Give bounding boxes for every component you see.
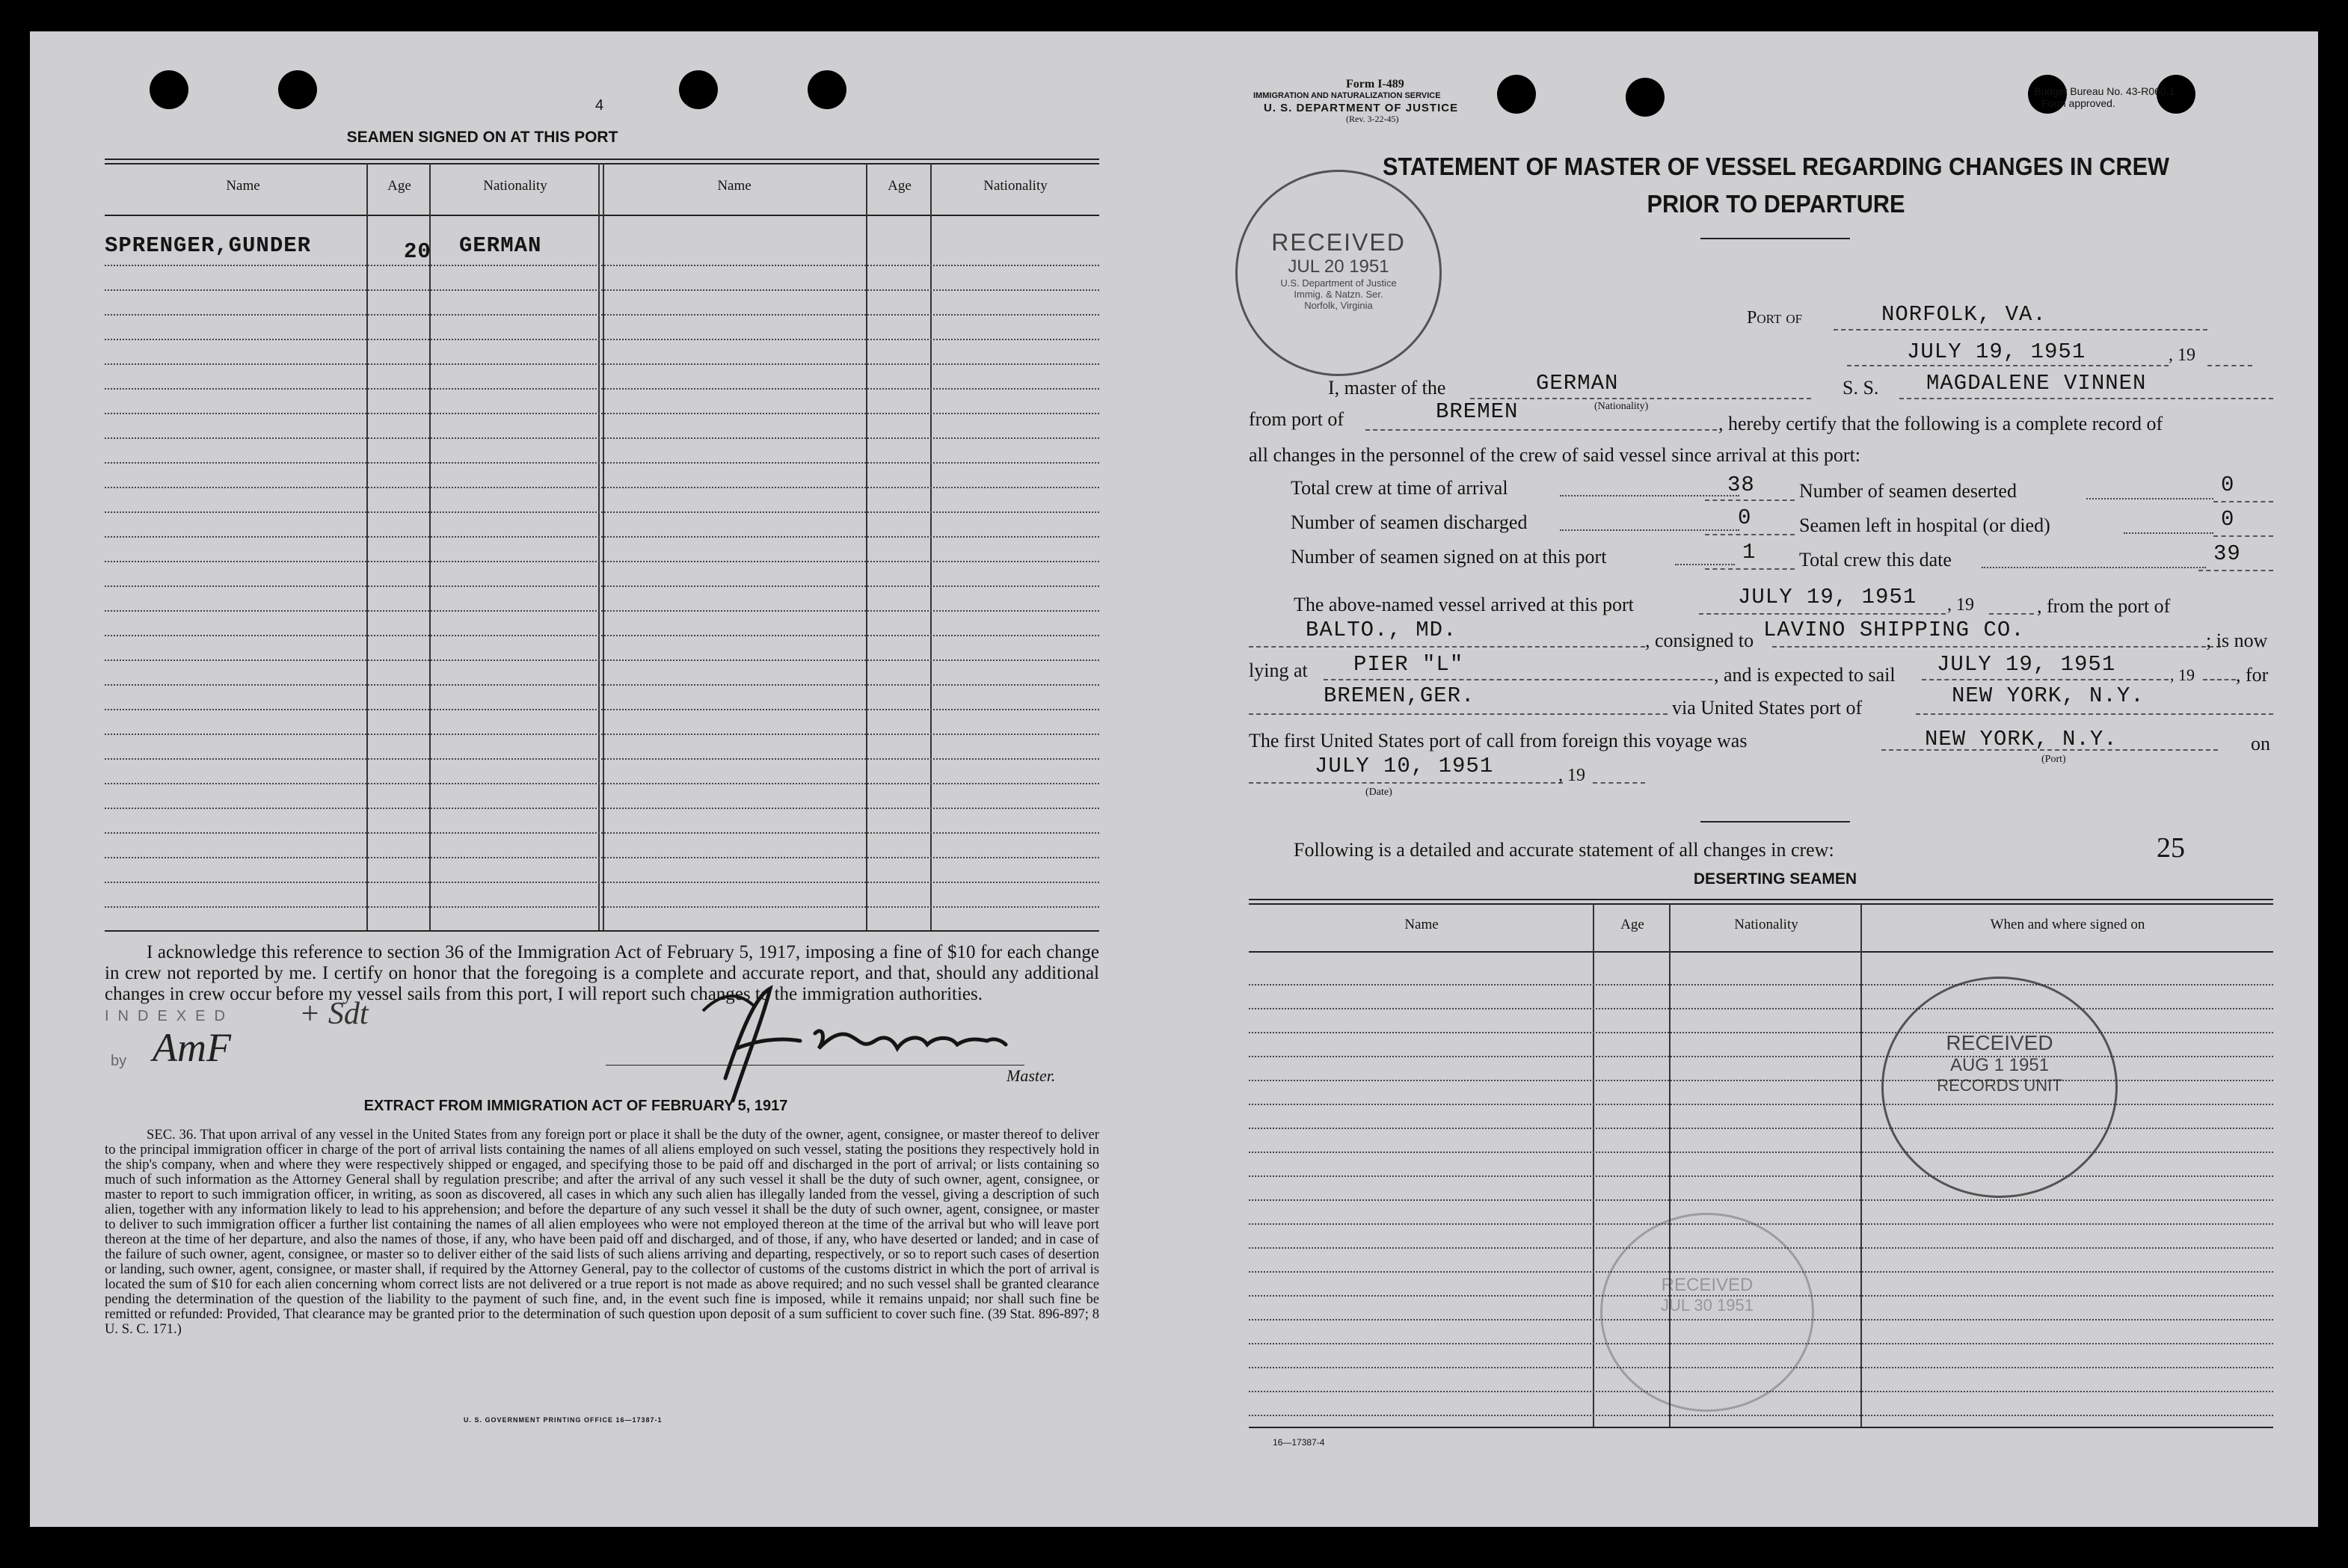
stat-label: Number of seamen signed on at this port [1291,546,1607,568]
stat-label: Seamen left in hospital (or died) [1799,514,2050,536]
table-row-rule [105,734,1099,735]
nationality-caption: (Nationality) [1594,401,1649,412]
stat-label: Number of seamen deserted [1799,480,2017,502]
consignee: LAVINO SHIPPING CO. [1763,618,2025,642]
table-row-rule [105,832,1099,834]
first-19: , 19 [1558,766,1585,785]
port-caption: (Port) [2041,754,2066,765]
stat-label: Total crew at time of arrival [1291,477,1508,499]
port-of-value: NORFOLK, VA. [1881,302,2047,327]
table-row-rule [105,585,1099,587]
page-number: 4 [595,97,604,114]
column-header: Nationality [1734,917,1798,932]
on-label: on [2251,733,2270,754]
table-row-rule [1249,1008,2273,1009]
document-sheet [30,31,2318,1527]
from-port-value: BREMEN [1436,399,1519,424]
expected-label: , and is expected to sail [1714,664,1896,686]
certify-text: all changes in the personnel of the crew of said vessel since arrival at this port: [1249,444,1861,466]
master-signature [673,966,1062,1116]
punch-hole [679,70,718,109]
column-header: When and where signed on [1990,917,2145,932]
punch-hole [1626,78,1665,117]
agency-line: IMMIGRATION AND NATURALIZATION SERVICE [1253,91,1441,100]
records-unit-stamp: RECEIVED AUG 1 1951 RECORDS UNIT [1881,977,2118,1198]
table-row-rule [105,660,1099,661]
stat-value: 0 [2221,507,2235,532]
via-port: NEW YORK, N.Y. [1952,683,2145,708]
column-header: Name [226,178,260,194]
stat-label: Total crew this date [1799,549,1952,571]
year-suffix: , 19 [2169,345,2195,365]
first-date: JULY 10, 1951 [1315,754,1494,778]
ss-label: S. S. [1843,377,1879,399]
from-port-label: from port of [1249,408,1344,430]
table-row-rule [105,684,1099,686]
lying-at-label: lying at [1249,660,1308,681]
table-row-rule [1249,1152,2273,1153]
stat-value: 1 [1742,540,1757,565]
sail-19: , 19 [2170,665,2195,684]
form-title: STATEMENT OF MASTER OF VESSEL REGARDING CHANGES IN CREW [1382,153,2170,180]
date-caption: (Date) [1365,787,1392,798]
page-mark: 25 [2157,832,2185,864]
column-header: Name [1404,917,1439,932]
extract-title: EXTRACT FROM IMMIGRATION ACT OF FEBRUARY 5, 1917 [363,1098,788,1114]
seaman-nationality: GERMAN [459,233,542,258]
column-header: Nationality [483,178,547,194]
table-row-rule [105,511,1099,513]
from-the-port-label: , from the port of [2037,595,2171,617]
indexed-label: INDEXED [105,1008,234,1024]
table-row-rule [105,265,1099,266]
stat-value: 39 [2213,541,2241,566]
column-header: Nationality [983,178,1048,194]
table-row-rule [105,437,1099,439]
table-row-rule [1249,1056,2273,1057]
column-header: Age [387,178,411,194]
table-row-rule [105,314,1099,316]
table-row-rule [1249,1199,2273,1201]
form-number: Form I-489 [1346,78,1404,90]
budget-line: Form approved. [2041,97,2115,109]
arrived-label: The above-named vessel arrived at this port [1294,594,1634,615]
first-port: NEW YORK, N.Y. [1925,727,2118,751]
lying-at-value: PIER "L" [1353,652,1464,677]
table-row-rule [105,758,1099,760]
vessel-name: MAGDALENE VINNEN [1926,371,2147,396]
table-row-rule [105,561,1099,562]
table-row-rule [105,906,1099,908]
arrived-19: , 19 [1947,595,1974,615]
table-row-rule [1249,1104,2273,1105]
punch-hole [1497,75,1536,114]
footer-code: 16—17387-4 [1273,1437,1325,1448]
table-row-rule [1249,1223,2273,1225]
table-row-rule [105,857,1099,858]
table-row-rule [1249,1080,2273,1081]
table-row-rule [105,462,1099,464]
is-now-label: ; is now [2206,630,2268,651]
column-header: Name [717,178,752,194]
master-label: Master. [1006,1066,1056,1085]
table-row-rule [1249,1032,2273,1033]
seaman-age: 20 [404,239,431,264]
arrived-from: BALTO., MD. [1306,618,1457,642]
table-row-rule [105,388,1099,390]
section-title: SEAMEN SIGNED ON AT THIS PORT [346,129,618,146]
by-label: by [111,1053,127,1069]
table-row [105,233,1099,263]
sail-date: JULY 19, 1951 [1937,652,2116,677]
faded-received-stamp: RECEIVED JUL 30 1951 [1600,1213,1814,1412]
table-row-rule [105,487,1099,488]
table-row-rule [105,882,1099,883]
printer-line: U. S. GOVERNMENT PRINTING OFFICE 16—17387-1 [464,1416,663,1424]
table-row-rule [105,289,1099,291]
received-stamp: RECEIVED JUL 20 1951 U.S. Department of Justice Immig. & Natzn. Ser. Norfolk, Virginia [1235,170,1442,376]
stat-label: Number of seamen discharged [1291,511,1528,533]
table-row-rule [105,635,1099,636]
table-row-rule [105,610,1099,612]
table-row-rule [105,536,1099,538]
table-row-rule [1249,1175,2273,1177]
stat-value: 0 [1738,505,1752,530]
punch-hole [150,70,188,109]
via-label: via United States port of [1672,697,1863,719]
column-header: Age [888,178,912,194]
form-title: PRIOR TO DEPARTURE [1647,190,1905,218]
table-row-rule [105,808,1099,809]
punch-hole [278,70,317,109]
seaman-name: SPRENGER,GUNDER [105,233,312,258]
revision-note: (Rev. 3-22-45) [1346,114,1399,124]
first-port-label: The first United States port of call from foreign this voyage was [1249,730,1748,751]
table-row-rule [1249,1415,2273,1416]
by-initials: AmF [153,1025,231,1070]
for-label: , for [2236,664,2269,686]
agency-line: U. S. DEPARTMENT OF JUSTICE [1264,102,1459,114]
port-of-label: Port of [1747,308,1803,328]
table-row-rule [1249,984,2273,986]
deserting-title: DESERTING SEAMEN [1693,870,1857,888]
date-value: JULY 19, 1951 [1907,339,2086,364]
stat-value: 0 [2221,473,2235,497]
punch-hole [808,70,846,109]
following-label: Following is a detailed and accurate statement of all changes in crew: [1294,839,1834,861]
destination: BREMEN,GER. [1324,683,1475,708]
table-row-rule [105,363,1099,365]
certify-text: , hereby certify that the following is a complete record of [1718,413,2163,434]
table-row-rule [105,413,1099,414]
master-of-label: I, master of the [1328,377,1446,399]
acknowledgment-text: I acknowledge this reference to section 36 of the Immigration Act of February 5, 1917, imposing a fine of $10 for each change in crew not reported by me. I certify on honor that the foregoing is a complete and accurate report, and that, should any additional changes in crew occur before my vessel sails from this port, I will report such changes to the immigration authorities. [105,942,1099,1004]
indexed-initials: + Sdt [299,997,369,1031]
consigned-label: , consigned to [1645,630,1754,651]
stat-value: 38 [1727,473,1755,497]
arrived-date: JULY 19, 1951 [1738,585,1917,609]
table-row-rule [105,783,1099,784]
table-row-rule [1249,1128,2273,1129]
table-row-rule [105,339,1099,340]
table-row-rule [105,709,1099,710]
column-header: Age [1620,917,1644,932]
budget-line: Budget Bureau No. 43-R060.1. [2034,85,2178,97]
nationality-value: GERMAN [1536,371,1619,396]
extract-text: SEC. 36. That upon arrival of any vessel in the United States from any foreign port or place it shall be the duty of the owner, agent, consignee, or master thereof to deliver to the principal immigration officer in charge of the port of arrival lists containing the names of all aliens employed on such vessel, stating the positions they respectively hold in the ship's company, when and where they were respectively shipped or engaged, and specifying those to be paid off and discharged in the port of arrival; or lists containing so much of such information as the Attorney General shall by regulation prescribe; and after the arrival of any such vessel it shall be the duty of such owner, agent, consignee, or master to report to such immigration officer, in writing, as soon as discovered, all cases in which any such alien has illegally landed from the vessel, giving a description of such alien, together with any information likely to lead to his apprehension; and before the departure of any such vessel it shall be the duty of such owner, agent, consignee, or master to deliver to such immigration officer a further list containing the names of all alien employees who were not employed thereon at the time of the arrival but who will leave port thereon at the time of her departure, and also the names of those, if any, who have been paid off and discharged, and of those, if any, who have deserted or landed; and in case of the failure of such owner, agent, consignee, or master so to deliver either of the said lists of such aliens arriving and departing, respectively, or so to report such cases of desertion or landing, such owner, agent, consignee, or master shall, if required by the Attorney General, pay to the collector of customs of the customs district in which the port of arrival is located the sum of $10 for each alien concerning whom correct lists are not delivered or a true report is not made as above required; and no such vessel shall be granted clearance pending the determination of the question of the liability to the payment of such fine, and, in the event such fine is imposed, while it remains unpaid; nor shall such fine be remitted or refunded: Provided, That clearance may be granted prior to the determination of such question upon deposit of a sum sufficient to cover such fine. (39 Stat. 896-897; 8 U. S. C. 171.) [105,1127,1099,1337]
